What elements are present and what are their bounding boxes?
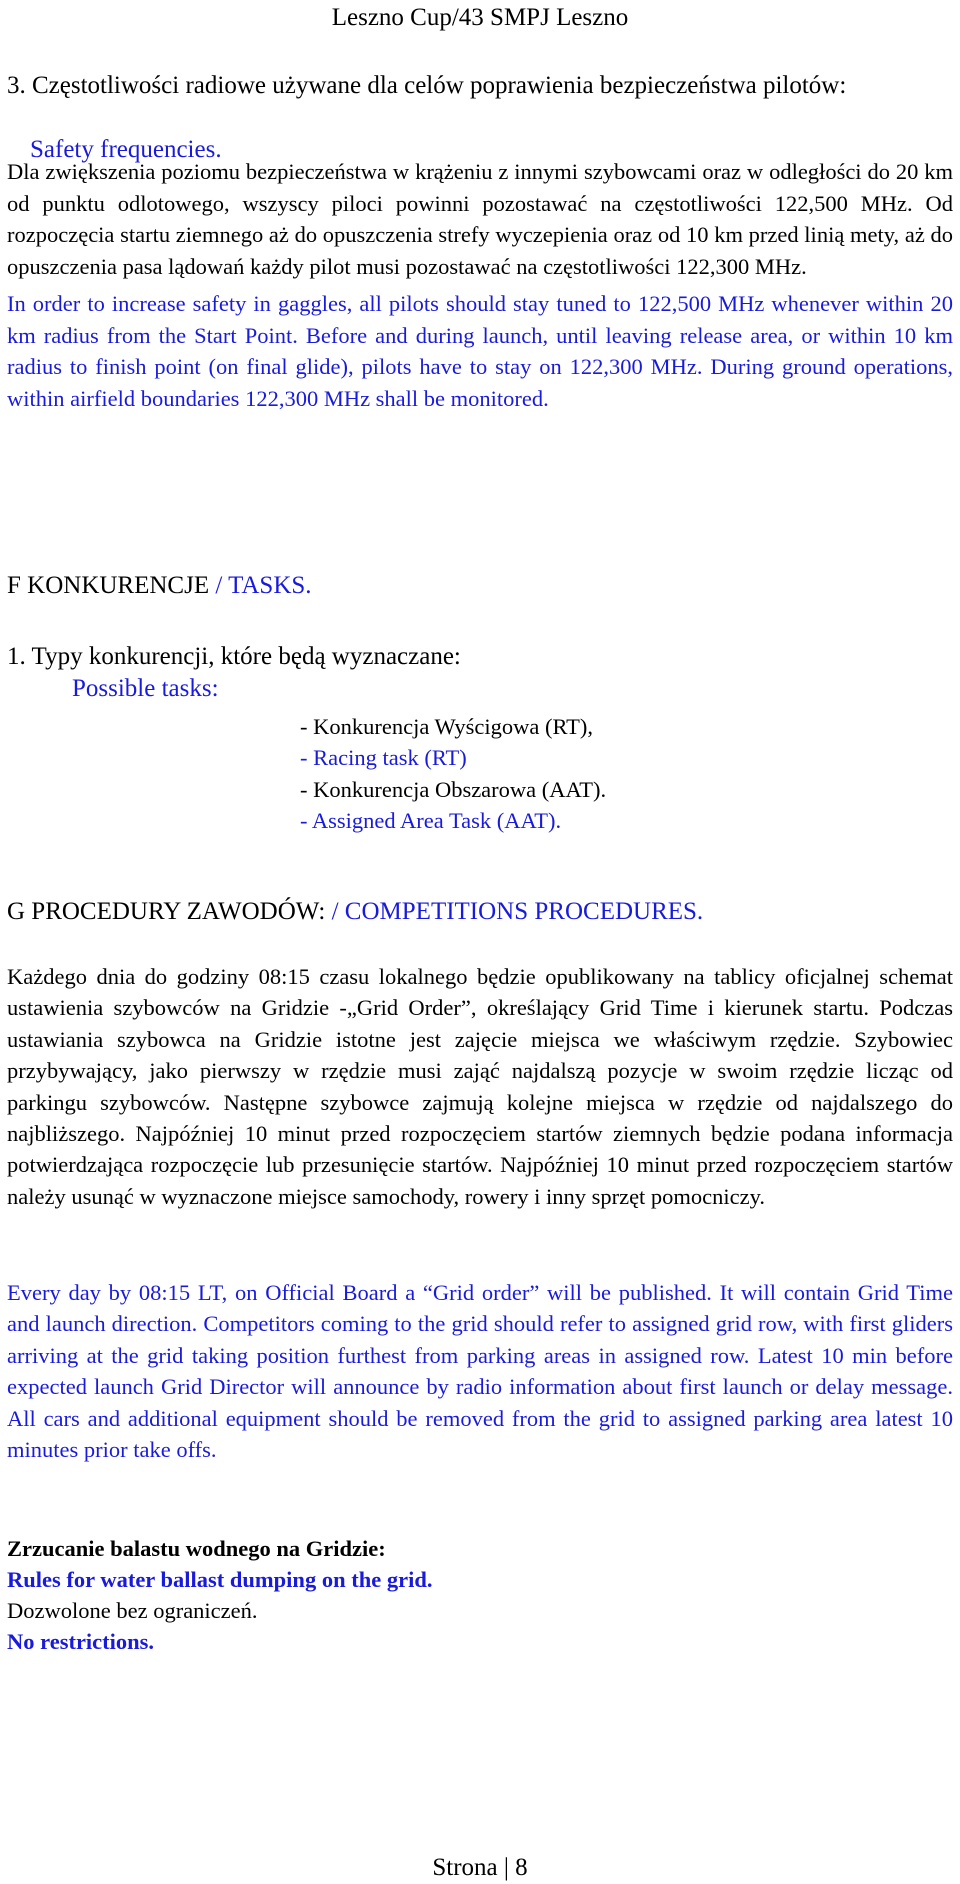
page-header: Leszno Cup/43 SMPJ Leszno xyxy=(331,4,629,31)
section-3-paragraph-en: In order to increase safety in gaggles, all pilots should stay tuned to 122,500 MHz whenever within 20 km radius from the Start Point. Before and during launch, until leaving release area, or within 10 km radius to finish point (on final glide), pilots have to stay on 122,300 MHz. During ground operations, within airfield boundaries 122,300 MHz shall be monitored. xyxy=(7,291,953,411)
task-item: - Assigned Area Task (AAT). xyxy=(300,808,562,833)
ballast-rule: Dozwolone bez ograniczeń. xyxy=(7,1598,258,1623)
page-separator: | xyxy=(503,1854,509,1881)
section-g-title xyxy=(7,896,953,928)
task-item: - Racing task (RT) xyxy=(300,745,467,770)
section-f-subheading: 1. Typy konkurencji, które będą wyznaczane: xyxy=(7,643,461,670)
section-f-title-en: / TASKS. xyxy=(215,572,312,599)
section-g-title-pl: G PROCEDURY ZAWODÓW: xyxy=(7,898,326,925)
section-g-paragraph-pl: Każdego dnia do godziny 08:15 czasu lokalnego będzie opublikowany na tablicy oficjalnej schemat ustawienia szybowców na Gridzie -„Grid Order”, określający Grid Time i kierunek startu. Podczas ustawiania szybowca na Gridzie istotne jest zajęcie miejsca we właściwym rzędzie. Szybowiec przybywający, jako pierwszy w rzędzie musi zająć najdalszą pozycje w swoim rzędzie licząc od parkingu szybowców. Następne szybowce zajmują kolejne miejsca w rzędzie od najdalszego do najbliższego. Najpóźniej 10 minut przed rozpoczęciem startów ziemnych będzie podana informacja potwierdzająca rozpoczęcie lub przesunięcie startów. Najpóźniej 10 minut przed rozpoczęciem startów należy usunąć w wyznaczone miejsce samochody, rowery i inny sprzęt pomocniczy. xyxy=(7,964,953,1209)
task-item: - Konkurencja Obszarowa (AAT). xyxy=(300,777,607,802)
ballast-heading-en: Rules for water ballast dumping on the grid. xyxy=(7,1567,433,1592)
section-3-heading-en: Safety frequencies. xyxy=(30,136,222,163)
task-item: - Konkurencja Wyścigowa (RT), xyxy=(300,714,594,739)
section-g-paragraph-en: Every day by 08:15 LT, on Official Board a “Grid order” will be published. It will contain Grid Time and launch direction. Competitors coming to the grid should refer to assigned grid row, with first gliders arriving at the grid taking position furthest from parking areas in assigned row. Latest 10 min before expected launch Grid Director will announce by radio information about first launch or delay message. All cars and additional equipment should be removed from the grid to assigned parking area latest 10 minutes prior take offs. xyxy=(7,1280,953,1463)
page-footer xyxy=(0,1852,960,1884)
section-3-heading: 3. Częstotliwości radiowe używane dla celów poprawienia bezpieczeństwa pilotów: xyxy=(7,72,847,99)
ballast-heading: Zrzucanie balastu wodnego na Gridzie: xyxy=(7,1536,386,1561)
page-label: Strona xyxy=(432,1854,498,1881)
section-f-title-pl: F KONKURENCJE xyxy=(7,572,210,599)
section-f-subheading-en: Possible tasks: xyxy=(72,675,219,702)
section-g-title-en: / COMPETITIONS PROCEDURES. xyxy=(331,898,704,925)
section-f-title xyxy=(7,570,953,602)
section-3-paragraph-pl: Dla zwiększenia poziomu bezpieczeństwa w krążeniu z innymi szybowcami oraz w odległości do 20 km od punktu odlotowego, wszyscy piloci powinni pozostawać na częstotliwości 122,500 MHz. Od rozpoczęcia startu ziemnego aż do opuszczenia strefy wyczepienia oraz od 10 km przed linią mety, aż do opuszczenia pasa lądowań każdy pilot musi pozostawać na częstotliwości 122,300 MHz. xyxy=(7,159,953,279)
ballast-rule-en: No restrictions. xyxy=(7,1629,155,1654)
page-number: 8 xyxy=(515,1854,528,1881)
